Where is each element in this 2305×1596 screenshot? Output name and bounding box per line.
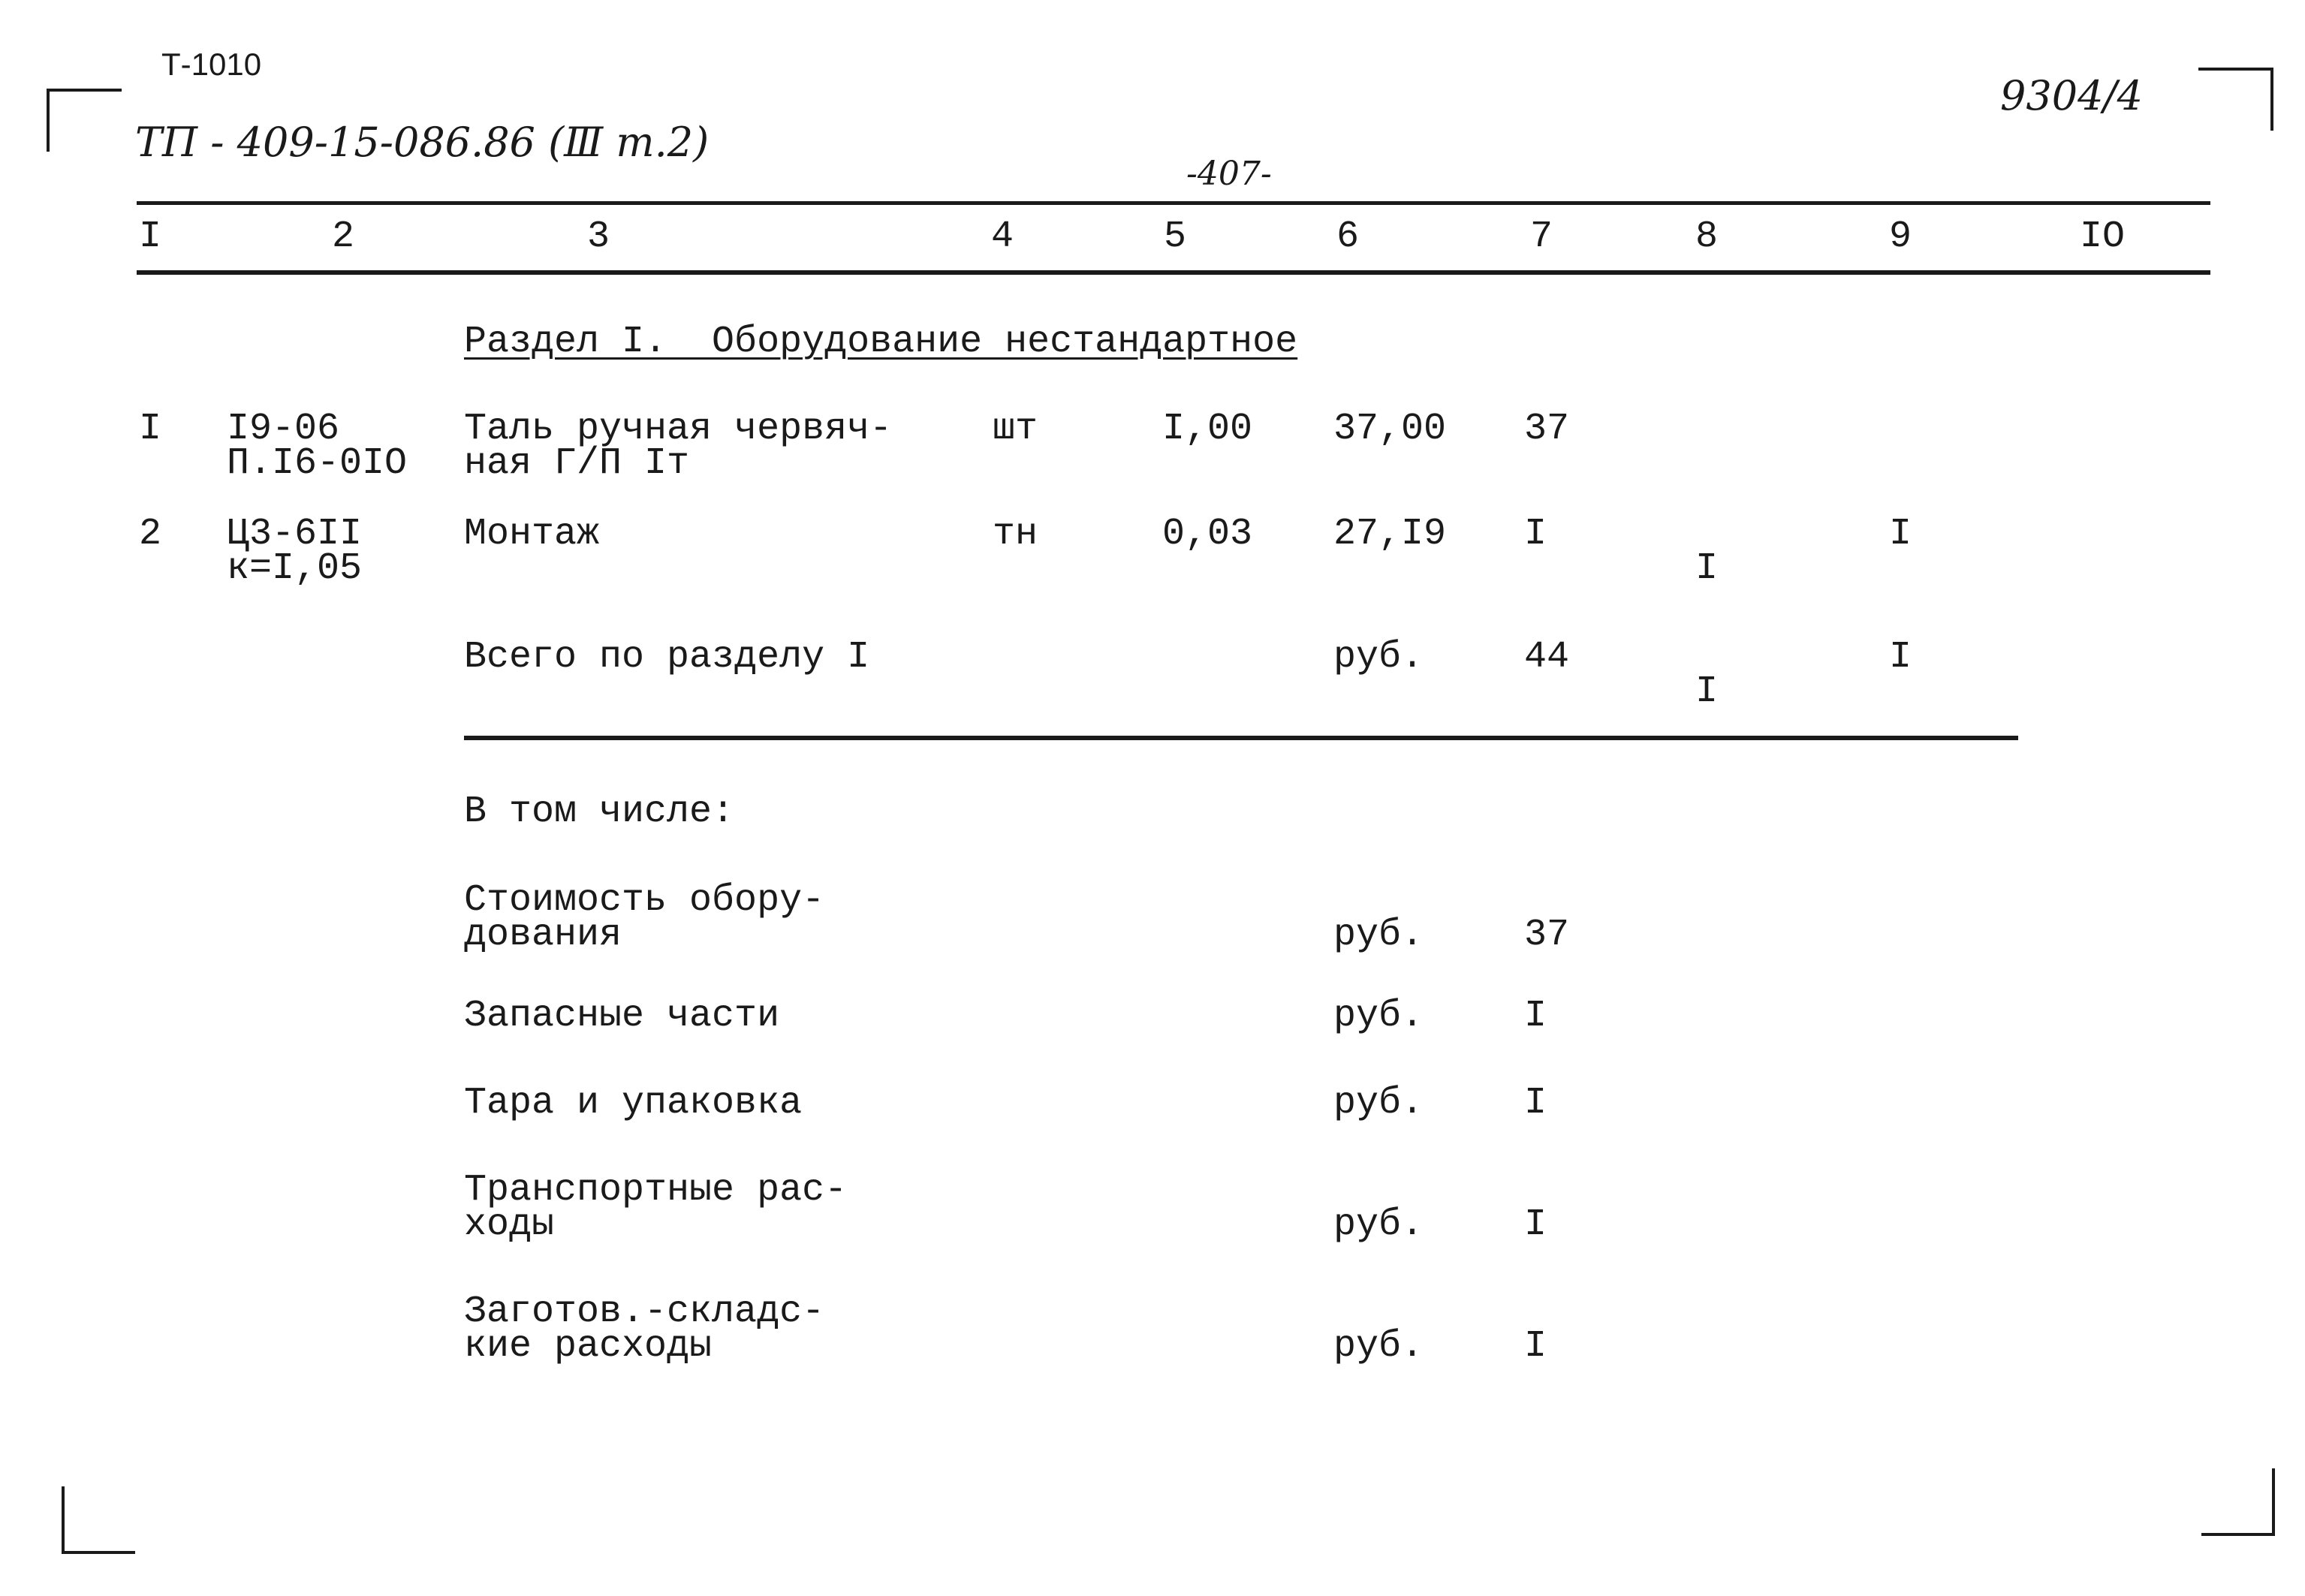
col-header-8: 8	[1695, 215, 1719, 258]
item-name: ная Г/П Iт	[464, 442, 690, 485]
cost-value: 37	[1524, 914, 1570, 956]
cost-unit: руб.	[1333, 995, 1424, 1037]
total-separator	[464, 736, 2018, 740]
section-total-label: Всего по разделу I	[464, 636, 870, 679]
price-code: I9-06	[227, 408, 340, 450]
unit: тн	[993, 513, 1038, 556]
cost-name: Заготов.-складс-	[464, 1290, 825, 1333]
cost-value: I	[1524, 1082, 1547, 1125]
cost-name: Запасные части	[464, 995, 780, 1037]
section-total-value: 44	[1524, 636, 1570, 679]
col8-value: I	[1695, 547, 1719, 590]
cost-name: Транспортные рас-	[464, 1169, 848, 1212]
price-code: Ц3-6II	[227, 513, 363, 556]
including-label: В том числе:	[464, 790, 735, 833]
col-header-4: 4	[991, 215, 1014, 258]
col8-value: I	[1695, 670, 1719, 713]
cost-value: I	[1524, 1203, 1547, 1246]
total: 37	[1524, 408, 1570, 450]
cost-unit: руб.	[1333, 1203, 1424, 1246]
total: I	[1524, 513, 1547, 556]
cost-value: I	[1524, 1325, 1547, 1368]
unit-price: 37,00	[1333, 408, 1447, 450]
col-header-7: 7	[1530, 215, 1553, 258]
cost-unit: руб.	[1333, 1325, 1424, 1368]
header-rule-top	[137, 201, 2210, 205]
sheet-code: Т-1010	[161, 47, 262, 82]
header-rule-bottom	[137, 270, 2210, 275]
document-number: 9304/4	[2000, 72, 2143, 119]
item-name: Таль ручная червяч-	[464, 408, 893, 450]
col-header-5: 5	[1164, 215, 1187, 258]
section-total-unit: руб.	[1333, 636, 1424, 679]
cost-name: дования	[464, 914, 622, 956]
cost-unit: руб.	[1333, 1082, 1424, 1125]
page-number: -407-	[1186, 155, 1272, 193]
col-header-2: 2	[332, 215, 355, 258]
col9-value: I	[1889, 513, 1912, 556]
cost-name: ходы	[464, 1203, 555, 1246]
cost-name: Тара и упаковка	[464, 1082, 803, 1125]
quantity: 0,03	[1162, 513, 1253, 556]
cost-unit: руб.	[1333, 914, 1424, 956]
col-header-6: 6	[1336, 215, 1360, 258]
price-code: П.I6-0IO	[227, 442, 408, 485]
col-header-10: IO	[2080, 215, 2126, 258]
project-code: ТП - 409-15-086.86 (Ⅲ т.2)	[135, 119, 710, 166]
col9-value: I	[1889, 636, 1912, 679]
col-header-9: 9	[1889, 215, 1912, 258]
quantity: I,00	[1162, 408, 1253, 450]
col-header-1: I	[139, 215, 162, 258]
row-number: 2	[139, 513, 162, 556]
cost-name: Стоимость обору-	[464, 879, 825, 922]
col-header-3: 3	[587, 215, 610, 258]
unit: шт	[993, 408, 1038, 450]
cost-name: кие расходы	[464, 1325, 713, 1368]
unit-price: 27,I9	[1333, 513, 1447, 556]
price-code: к=I,05	[227, 547, 363, 590]
item-name: Монтаж	[464, 513, 600, 556]
section-title: Раздел I. Оборудование нестандартное	[464, 321, 1298, 363]
row-number: I	[139, 408, 162, 450]
cost-value: I	[1524, 995, 1547, 1037]
